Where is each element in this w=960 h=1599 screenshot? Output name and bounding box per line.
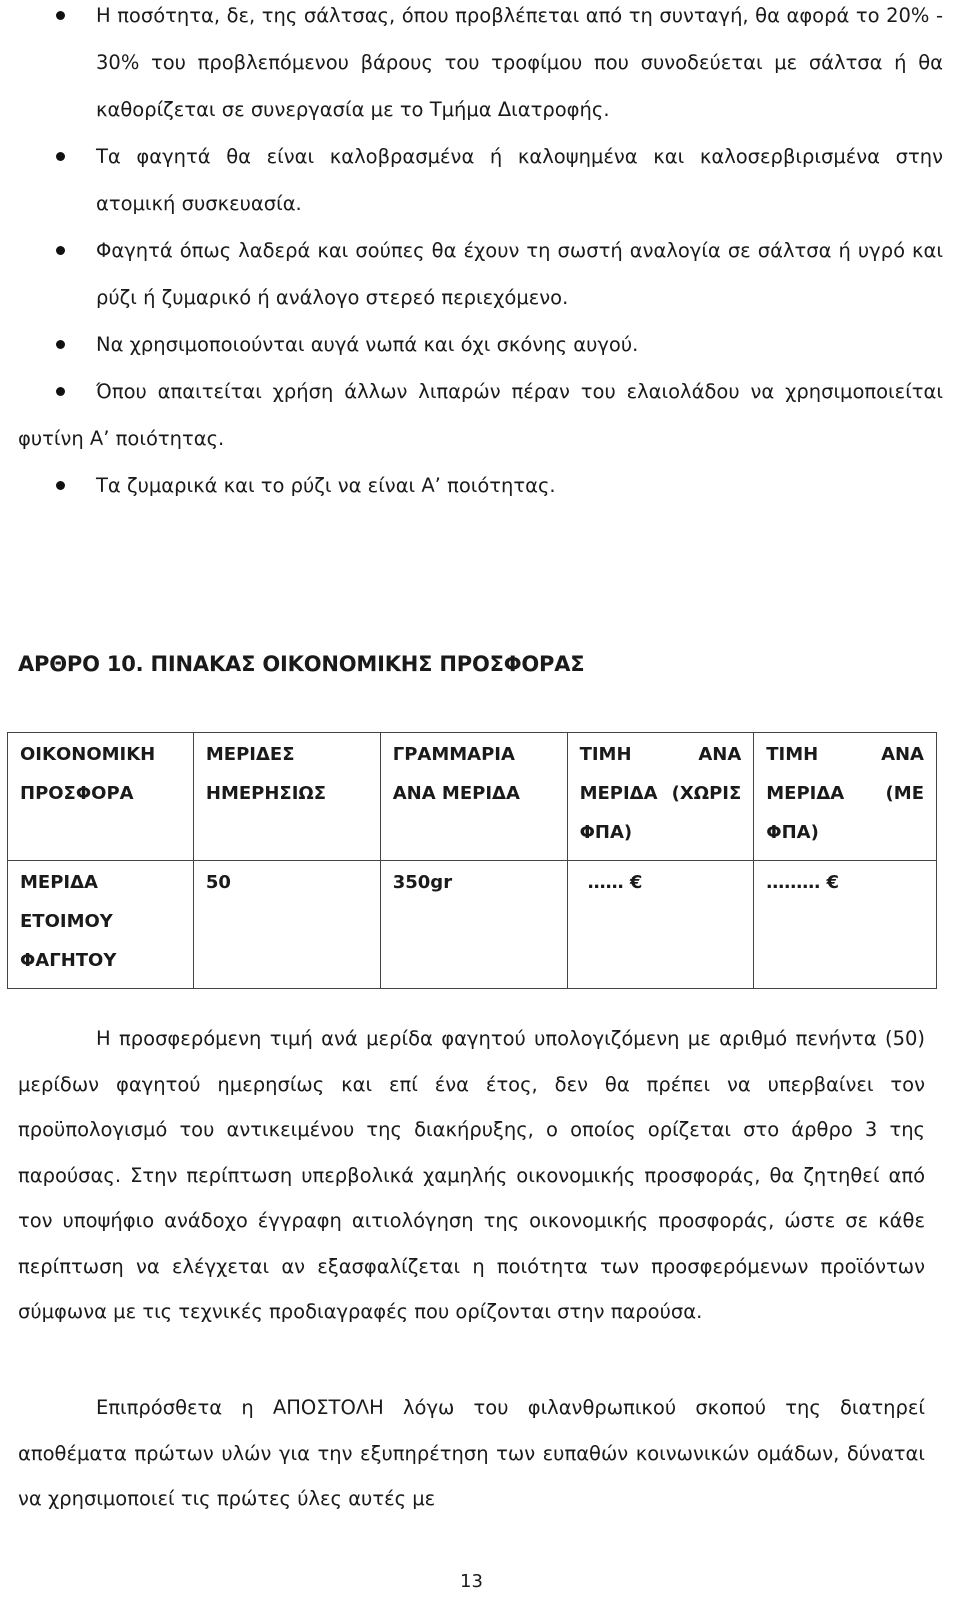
bullet-icon (56, 340, 65, 349)
bullet-icon (56, 11, 65, 20)
bullet-icon (56, 152, 65, 161)
table-cell-grams: 350gr (380, 861, 567, 989)
price-placeholder: ……… (766, 872, 821, 893)
table-cell-item: ΜΕΡΙΔΑ ΕΤΟΙΜΟΥ ΦΑΓΗΤΟΥ (8, 861, 194, 989)
list-item-text: Η ποσότητα, δε, της σάλτσας, όπου προβλέπεται από τη συνταγή, θα αφορά το 20% - 30% του προβλεπόμενου βάρους του τροφίμου που συνοδεύεται με σάλτσα ή θα καθορίζεται σε συνεργασία με το Τμήμα Διατροφής. (96, 4, 943, 121)
table-header-cell: ΤΙΜΗ ΑΝΑ ΜΕΡΙΔΑ (ΧΩΡΙΣ ΦΠΑ) (567, 733, 754, 861)
list-item-text: Τα ζυμαρικά και το ρύζι να είναι Α’ ποιότητας. (96, 474, 556, 497)
requirements-list (18, 0, 943, 509)
list-item (18, 368, 943, 462)
list-item (18, 133, 943, 227)
euro-symbol: € (826, 872, 840, 893)
bullet-icon (56, 387, 65, 396)
list-item (18, 462, 943, 509)
financial-offer-table (7, 732, 937, 989)
table-header-cell: ΜΕΡΙΔΕΣ ΗΜΕΡΗΣΙΩΣ (193, 733, 380, 861)
bullet-icon (56, 246, 65, 255)
table-cell-price-vat (754, 861, 937, 989)
bullet-icon (56, 481, 65, 490)
table-header-cell: ΤΙΜΗ ΑΝΑ ΜΕΡΙΔΑ (ΜΕ ΦΠΑ) (754, 733, 937, 861)
table-header-cell: ΓΡΑΜΜΑΡΙΑ ΑΝΑ ΜΕΡΙΔΑ (380, 733, 567, 861)
list-item-text: Τα φαγητά θα είναι καλοβρασμένα ή καλοψημένα και καλοσερβιρισμένα στην ατομική συσκευασία. (96, 145, 943, 215)
list-item-text: Να χρησιμοποιούνται αυγά νωπά και όχι σκόνης αυγού. (96, 333, 639, 356)
list-item (18, 227, 943, 321)
list-item (18, 321, 943, 368)
table-header-cell: ΟΙΚΟΝΟΜΙΚΗ ΠΡΟΣΦΟΡΑ (8, 733, 194, 861)
page-number: 13 (460, 1571, 483, 1592)
section-heading: ΑΡΘΡΟ 10. ΠΙΝΑΚΑΣ ΟΙΚΟΝΟΜΙΚΗΣ ΠΡΟΣΦΟΡΑΣ (18, 652, 585, 676)
table-row (8, 861, 937, 989)
list-item-text: Φαγητά όπως λαδερά και σούπες θα έχουν τη σωστή αναλογία σε σάλτσα ή υγρό και ρύζι ή ζυμαρικό ή ανάλογο στερεό περιεχόμενο. (96, 239, 943, 309)
table-cell-price-no-vat (567, 861, 754, 989)
table-cell-portions: 50 (193, 861, 380, 989)
body-paragraph: Επιπρόσθετα η ΑΠΟΣΤΟΛΗ λόγω του φιλανθρωπικού σκοπού της διατηρεί αποθέματα πρώτων υλών για την εξυπηρέτηση των ευπαθών κοινωνικών ομάδων, δύναται να χρησιμοποιεί τις πρώτες ύλες αυτές με (18, 1396, 925, 1510)
body-paragraph: Η προσφερόμενη τιμή ανά μερίδα φαγητού υπολογιζόμενη με αριθμό πενήντα (50) μερίδων φαγητού ημερησίως και επί ένα έτος, δεν θα πρέπει να υπερβαίνει τον προϋπολογισμό του αντικειμένου της διακήρυξης, ο οποίος ορίζεται στο άρθρο 3 της παρούσας. Στην περίπτωση υπερβολικά χαμηλής οικονομικής προσφοράς, θα ζητηθεί από τον υποψήφιο ανάδοχο έγγραφη αιτιολόγηση της οικονομικής προσφοράς, ώστε σε κάθε περίπτωση να ελέγχεται αν εξασφαλίζεται η ποιότητα των προσφερόμενων προϊόντων σύμφωνα με τις τεχνικές προδιαγραφές που ορίζονται στην παρούσα. (18, 1027, 925, 1323)
list-item (18, 0, 943, 133)
euro-symbol: € (629, 872, 643, 893)
price-placeholder: …… (587, 872, 624, 893)
list-item-text: Όπου απαιτείται χρήση άλλων λιπαρών πέραν του ελαιολάδου να χρησιμοποιείται φυτίνη Α’ ποιότητας. (18, 380, 943, 450)
table-header-row (8, 733, 937, 861)
